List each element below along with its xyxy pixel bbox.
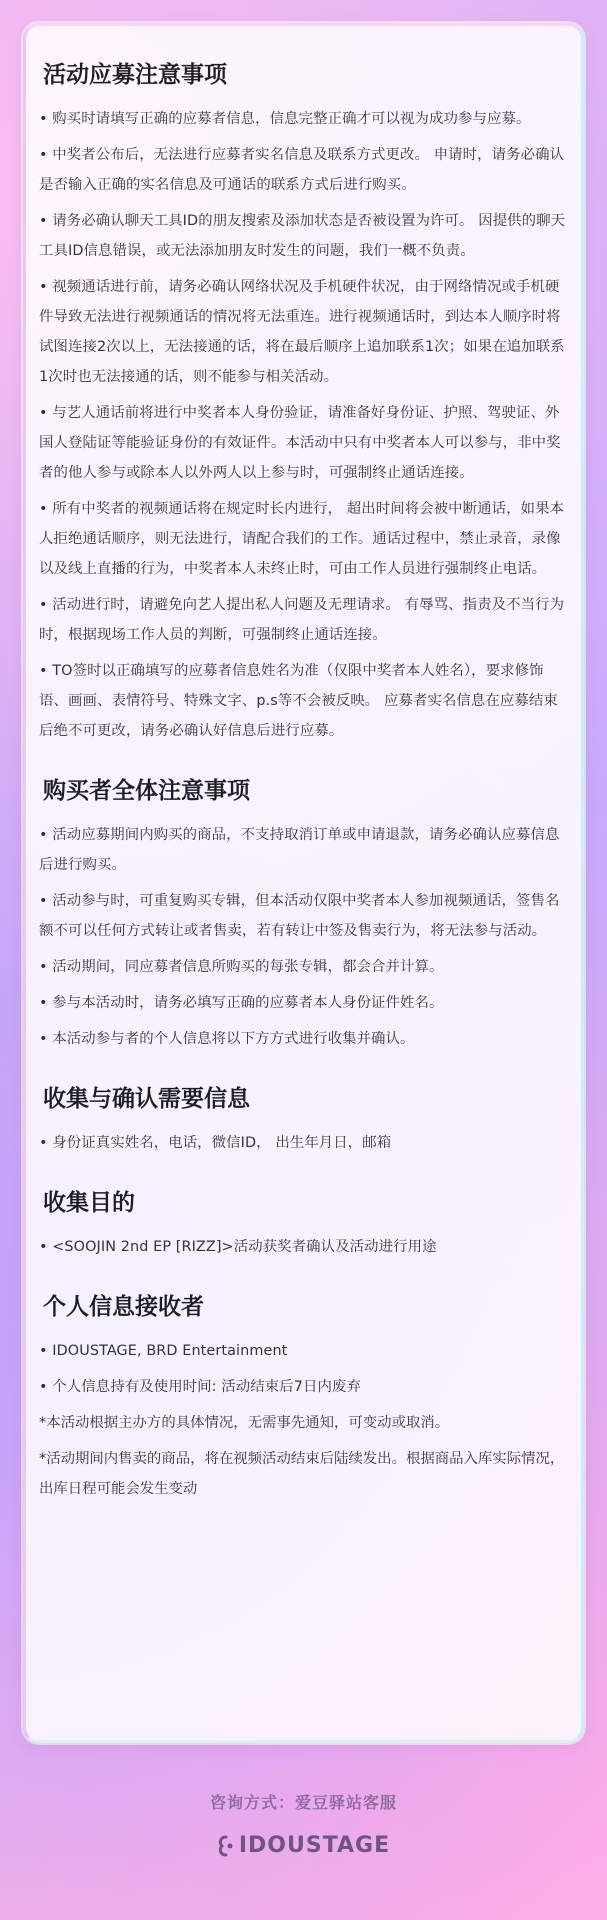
contact-info: 咨询方式：爱豆驿站客服 [209,1793,397,1812]
section-purpose [39,1188,568,1262]
list-item: • 参与本活动时，请务必填写正确的应募者本人身份证件姓名。 [39,995,444,1011]
logo-mark-icon [217,1835,235,1857]
section-required-info [39,1084,568,1158]
list-item: • 请务必确认聊天工具ID的朋友搜索及添加状态是否被设置为许可。 因提供的聊天工具ID信息错误，或无法添加朋友时发生的问题，我们一概不负责。 [39,213,566,259]
list-item: • 与艺人通话前将进行中奖者本人身份验证，请准备好身份证、护照、驾驶证、外国人登陆证等能验证身份的有效证件。本活动中只有中奖者本人可以参与，非中奖者的他人参与或除本人以外两人以上参与时，可强制终止通话连接。 [39,405,561,481]
list-item: • 活动进行时，请避免向艺人提出私人问题及无理请求。 有辱骂、指责及不当行为时，根据现场工作人员的判断，可强制终止通话连接。 [39,597,565,643]
note-text: *活动期间内售卖的商品，将在视频活动结束后陆续发出。根据商品入库实际情况，出库日程可能会发生变动 [39,1451,565,1497]
list-item: • 购买时请填写正确的应募者信息，信息完整正确才可以视为成功参与应募。 [39,111,531,127]
list-item: • 活动应募期间内购买的商品，不支持取消订单或申请退款，请务必确认应募信息后进行购买。 [39,827,560,873]
list-item: • 活动期间，同应募者信息所购买的每张专辑，都会合并计算。 [39,959,444,975]
list-item: • <SOOJIN 2nd EP [RIZZ]>活动获奖者确认及活动进行用途 [39,1239,437,1255]
list-item: • 本活动参与者的个人信息将以下方方式进行收集并确认。 [39,1031,415,1047]
list-item: • 中奖者公布后，无法进行应募者实名信息及联系方式更改。 申请时，请务必确认是否输入正确的实名信息及可通话的联系方式后进行购买。 [39,147,565,193]
list-item: • 活动参与时，可重复购买专辑，但本活动仅限中奖者本人参加视频通话，签售名额不可以任何方式转让或者售卖，若有转让中签及售卖行为，将无法参与活动。 [39,893,560,939]
footer [0,1790,607,1861]
list-item: • 个人信息持有及使用时间: 活动结束后7日内废弃 [39,1379,361,1395]
section-title: 购买者全体注意事项 [43,778,250,804]
logo-text: IDOUSTAGE [238,1833,391,1858]
notice-card [23,23,584,1743]
section-application-notes [39,60,568,746]
section-title: 收集与确认需要信息 [43,1086,250,1112]
section-title: 收集目的 [43,1190,135,1216]
section-title: 活动应募注意事项 [43,62,227,88]
section-title: 个人信息接收者 [43,1294,204,1320]
list-item: • 所有中奖者的视频通话将在规定时长内进行， 超出时间将会被中断通话，如果本人拒绝通话顺序，则无法进行，请配合我们的工作。通话过程中，禁止录音，录像 以及线上直播的行为，中奖者本人未终止时，可由工作人员进行强制终止电话。 [39,501,565,577]
section-recipients [39,1292,568,1504]
list-item: • TO签时以正确填写的应募者信息姓名为准（仅限中奖者本人姓名），要求修饰语、画画、表情符号、特殊文字、p.s等不会被反映。 应募者实名信息在应募结束后绝不可更改，请务必确认好信息后进行应募。 [39,663,558,739]
list-item: • IDOUSTAGE, BRD Entertainment [39,1343,288,1359]
list-item: • 视频通话进行前，请务必确认网络状况及手机硬件状况，由于网络情况或手机硬件导致无法进行视频通话的情况将无法重连。进行视频通话时，到达本人顺序时将试图连接2次以上，无法接通的话，将在最后顺序上追加联系1次；如果在追加联系1次时也无法接通的话，则不能参与相关活动。 [39,279,565,385]
list-item: • 身份证真实姓名，电话，微信ID， 出生年月日，邮箱 [39,1135,392,1151]
section-buyer-notes [39,776,568,1054]
idoustage-logo [217,1833,390,1858]
note-text: *本活动根据主办方的具体情况，无需事先通知，可变动或取消。 [39,1415,450,1431]
